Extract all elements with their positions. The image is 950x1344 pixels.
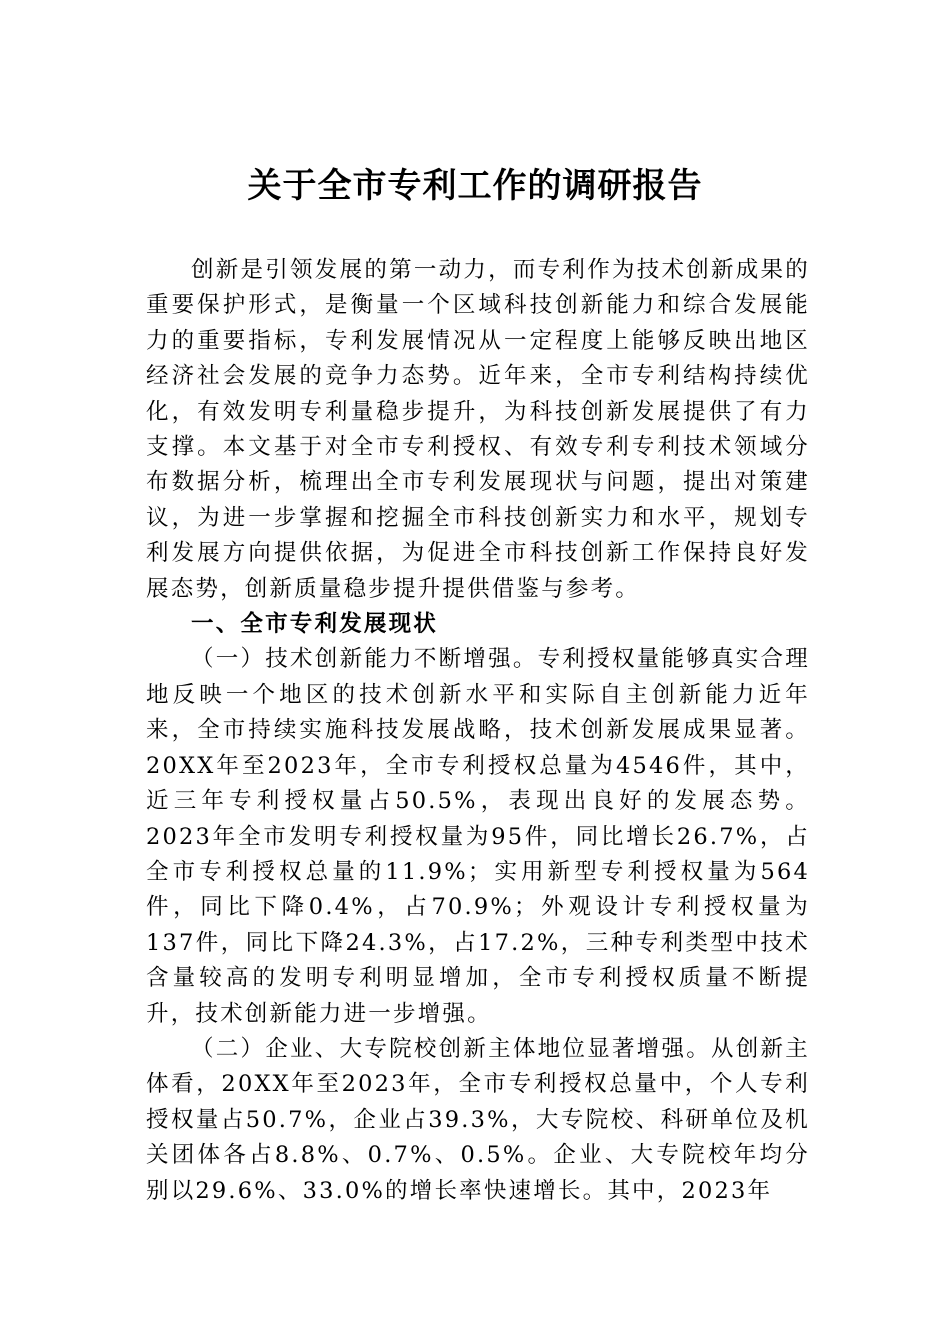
- paragraph-innovation-capacity: （一）技术创新能力不断增强。专利授权量能够真实合理地反映一个地区的技术创新水平和实际自主创新能力近年来，全市持续实施科技发展战略，技术创新发展成果显著。20XX年至2023年，全市专利授权总量为4546件，其中，近三年专利授权量占50.5%，表现出良好的发展态势。2023年全市发明专利授权量为95件，同比增长26.7%，占全市专利授权总量的11.9%；实用新型专利授权量为564件，同比下降0.4%，占70.9%；外观设计专利授权量为137件，同比下降24.3%，占17.2%，三种专利类型中技术含量较高的发明专利明显增加，全市专利授权质量不断提升，技术创新能力进一步增强。: [146, 646, 810, 1027]
- section-heading: 一、全市专利发展现状: [191, 611, 439, 638]
- document-body: [146, 253, 810, 1209]
- document-title: 关于全市专利工作的调研报告: [247, 166, 703, 206]
- intro-paragraph: 创新是引领发展的第一动力，而专利作为技术创新成果的重要保护形式，是衡量一个区域科技创新能力和综合发展能力的重要指标，专利发展情况从一定程度上能够反映出地区经济社会发展的竞争力态势。近年来，全市专利结构持续优化，有效发明专利量稳步提升，为科技创新发展提供了有力支撑。本文基于对全市专利授权、有效专利专利技术领域分布数据分析，梳理出全市专利发展现状与问题，提出对策建议，为进一步掌握和挖掘全市科技创新实力和水平，规划专利发展方向提供依据，为促进全市科技创新工作保持良好发展态势，创新质量稳步提升提供借鉴与参考。: [146, 257, 810, 602]
- paragraph-innovation-subjects: （二）企业、大专院校创新主体地位显著增强。从创新主体看，20XX年至2023年，全市专利授权总量中，个人专利授权量占50.7%，企业占39.3%，大专院校、科研单位及机关团体各占8.8%、0.7%、0.5%。企业、大专院校年均分别以29.6%、33.0%的增长率快速增长。其中，2023年: [146, 1035, 810, 1204]
